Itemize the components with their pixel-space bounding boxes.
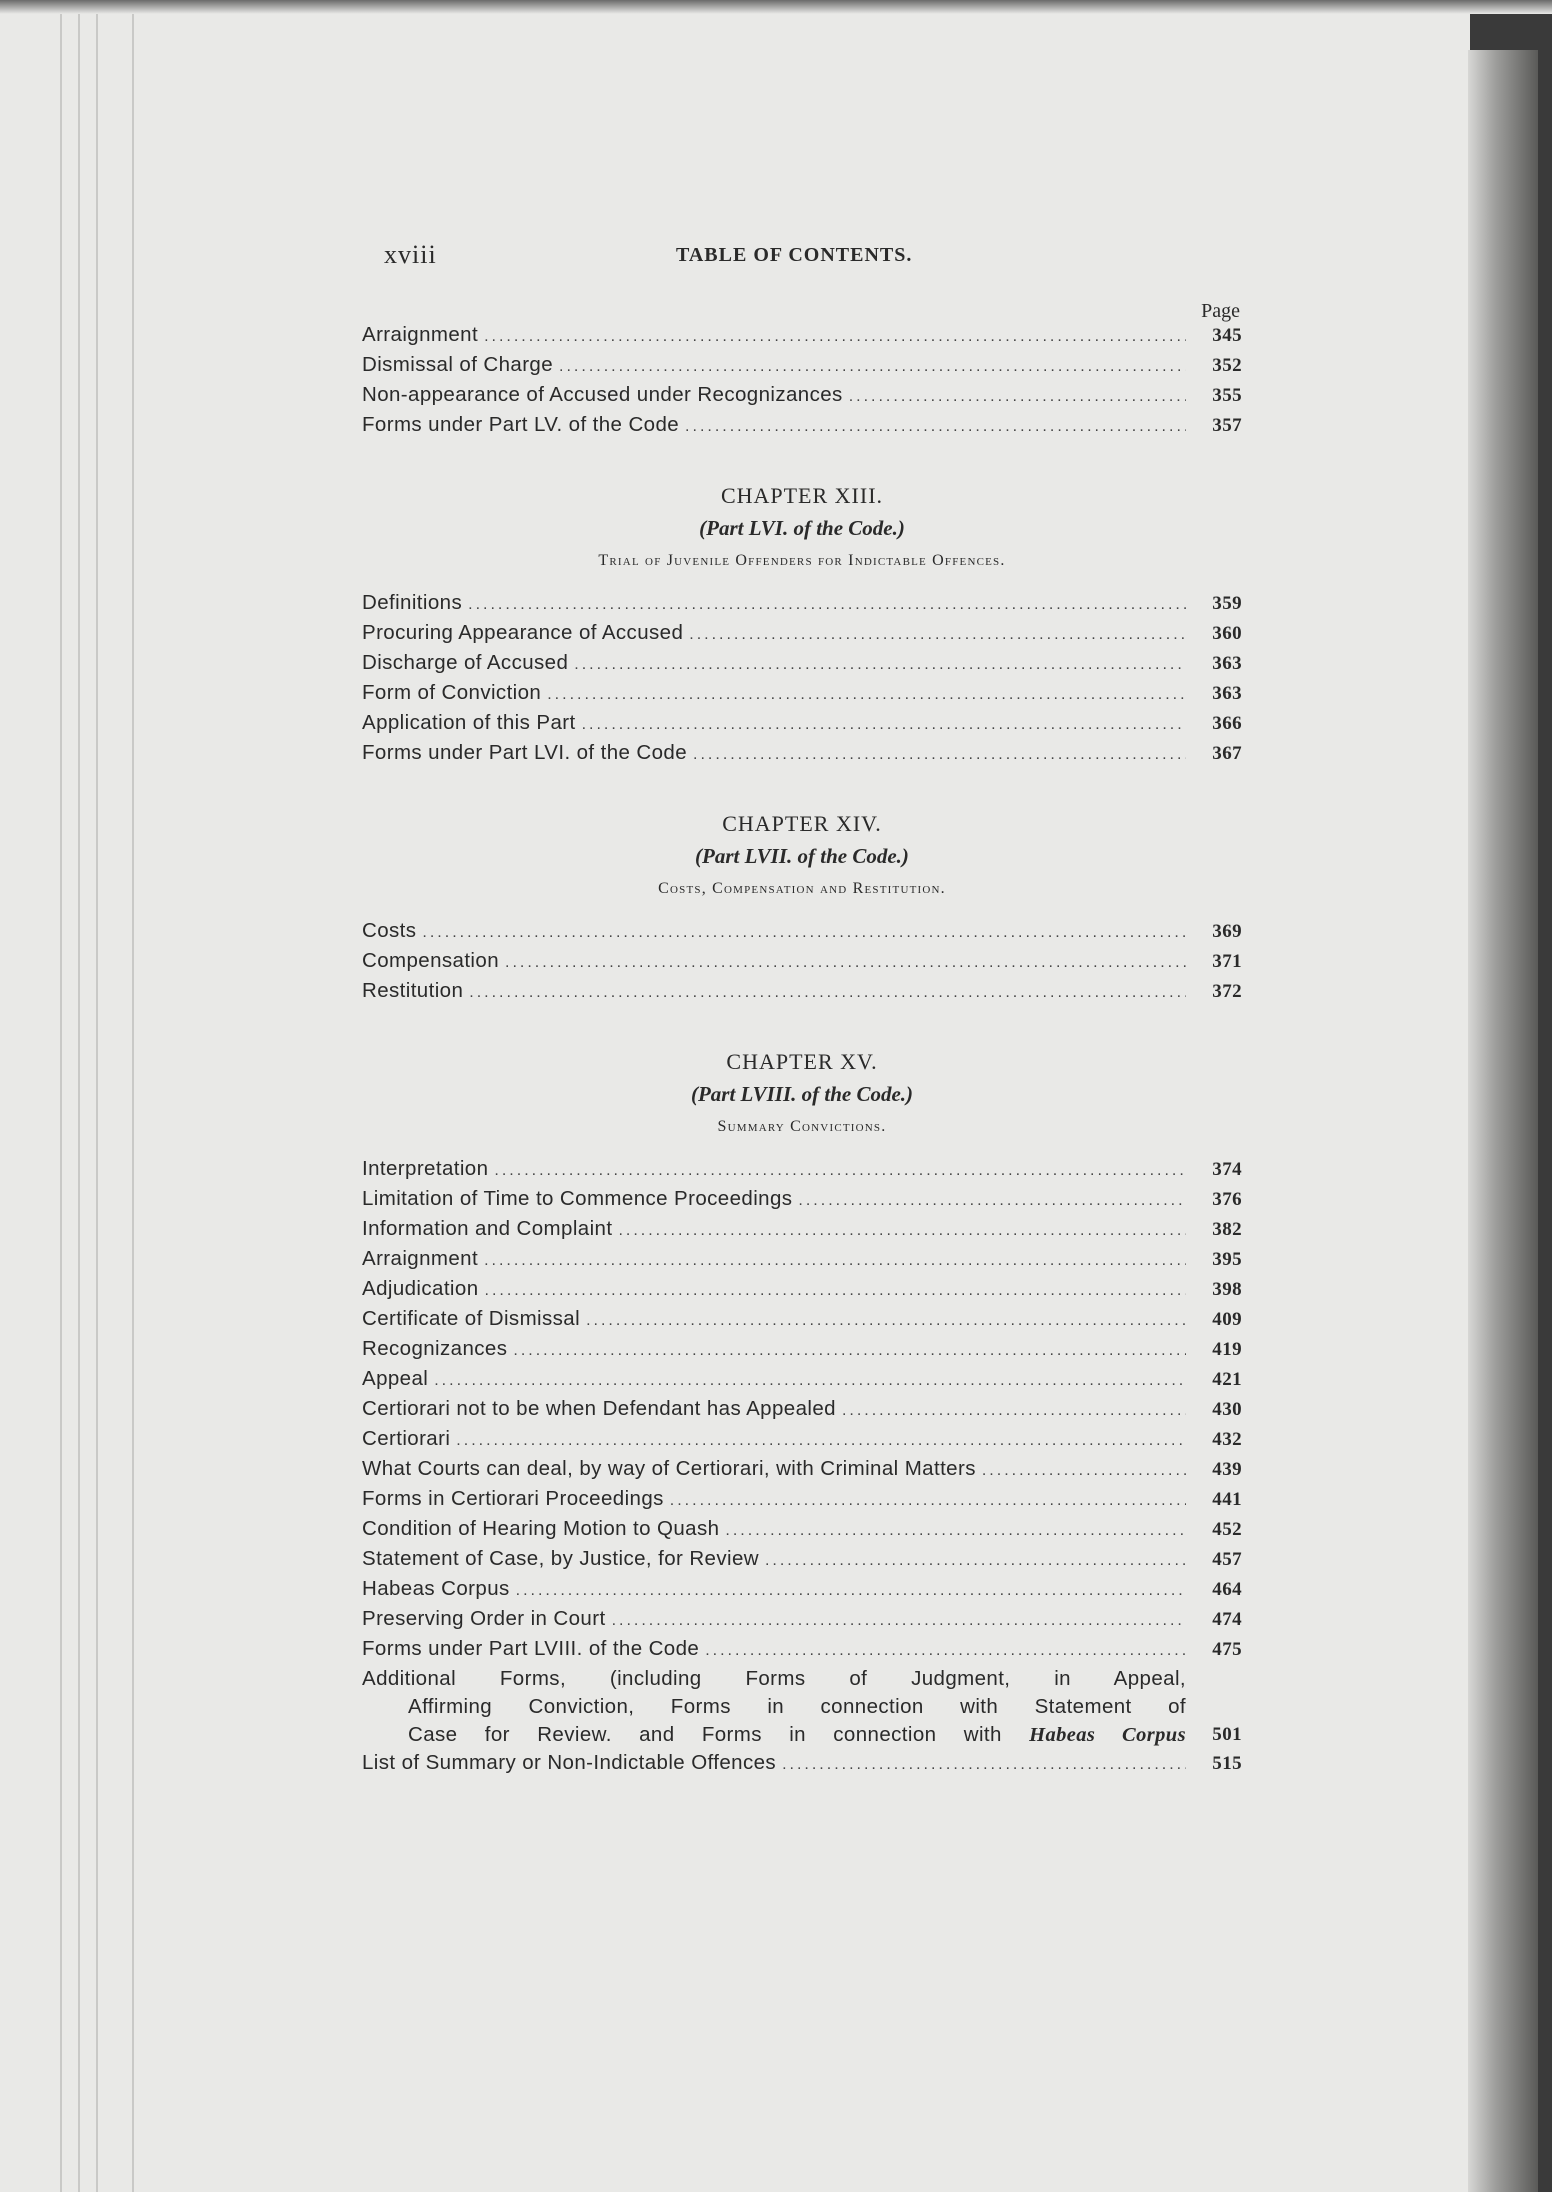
entry-line: Additional Forms, (including Forms of Judgment, in Appeal,: [362, 1667, 1186, 1690]
page-column-label: Page: [1201, 300, 1240, 322]
binding-line: [60, 0, 62, 2192]
toc-entry: What Courts can deal, by way of Certiorari, with Criminal Matters ..... 439: [362, 1455, 1242, 1485]
toc-entry: Form of Conviction ..... 363: [362, 679, 1242, 709]
toc-entry: Certiorari ..... 432: [362, 1425, 1242, 1455]
toc-entry: Condition of Hearing Motion to Quash ..... 452: [362, 1515, 1242, 1545]
toc-entry: Recognizances ..... 419: [362, 1335, 1242, 1365]
chapter-heading: [362, 481, 1242, 577]
toc-entry: Definitions ..... 359: [362, 589, 1242, 619]
chapter-entries: [362, 1155, 1242, 1779]
toc-entry: Compensation ..... 371: [362, 947, 1242, 977]
binding-line: [78, 0, 80, 2192]
toc-entry: Arraignment ..... 395: [362, 1245, 1242, 1275]
entry-line: Affirming Conviction, Forms in connection with Statement of: [408, 1695, 1186, 1718]
toc-entry: Limitation of Time to Commence Proceedings ..... 376: [362, 1185, 1242, 1215]
page-header: [362, 236, 1242, 280]
chapter-subject: Costs, Compensation and Restitution.: [658, 880, 946, 897]
toc-entry: Costs ..... 369: [362, 917, 1242, 947]
toc-entry: Certificate of Dismissal ..... 409: [362, 1305, 1242, 1335]
binding-line: [132, 0, 134, 2192]
toc-entry-multiline: [362, 1665, 1242, 1749]
binding-line: [96, 0, 98, 2192]
toc-entry: Forms under Part LVI. of the Code ..... 367: [362, 739, 1242, 769]
chapter-part: (Part LVII. of the Code.): [695, 844, 909, 868]
chapter-title: CHAPTER XIV.: [722, 811, 882, 836]
chapter-heading: [362, 809, 1242, 905]
entry-page-number: 501: [1212, 1724, 1242, 1745]
chapter-entries: [362, 589, 1242, 769]
toc-entry: Dismissal of Charge ..... 352: [362, 351, 1242, 381]
chapter-subject: Summary Convictions.: [717, 1118, 887, 1135]
intro-entries: [362, 321, 1242, 441]
toc-entry: Restitution ..... 372: [362, 977, 1242, 1007]
toc-entry: Preserving Order in Court ..... 474: [362, 1605, 1242, 1635]
habeas-corpus-italic: Habeas Corpus: [1029, 1724, 1186, 1746]
toc-entry: Interpretation ..... 374: [362, 1155, 1242, 1185]
page-folio: xviii: [384, 240, 437, 269]
entry-line: Case for Review. and Forms in connection with Habeas Corpus: [408, 1723, 1186, 1746]
top-shadow: [0, 0, 1552, 14]
chapter-part: (Part LVI. of the Code.): [699, 516, 905, 540]
toc-entry: Forms under Part LVIII. of the Code ..... 475: [362, 1635, 1242, 1665]
toc-entry: Certiorari not to be when Defendant has Appealed ..... 430: [362, 1395, 1242, 1425]
chapter-title: CHAPTER XV.: [726, 1049, 878, 1074]
toc-entry: List of Summary or Non-Indictable Offences ..... 515: [362, 1749, 1242, 1779]
chapter-title: CHAPTER XIII.: [720, 483, 884, 508]
toc-content: [362, 236, 1242, 1779]
page-edge-shadow: [1468, 50, 1538, 2192]
toc-entry: Discharge of Accused ..... 363: [362, 649, 1242, 679]
toc-entry: Forms in Certiorari Proceedings ..... 441: [362, 1485, 1242, 1515]
toc-entry: Application of this Part ..... 366: [362, 709, 1242, 739]
toc-entry: Arraignment ..... 345: [362, 321, 1242, 351]
toc-entry: Forms under Part LV. of the Code ..... 357: [362, 411, 1242, 441]
chapter-part: (Part LVIII. of the Code.): [690, 1082, 914, 1106]
toc-entry: Non-appearance of Accused under Recognizances ..... 355: [362, 381, 1242, 411]
toc-entry: Habeas Corpus ..... 464: [362, 1575, 1242, 1605]
toc-entry: Information and Complaint ..... 382: [362, 1215, 1242, 1245]
chapter-subject: Trial of Juvenile Offenders for Indictable Offences.: [598, 552, 1006, 569]
toc-entry: Adjudication ..... 398: [362, 1275, 1242, 1305]
running-title: TABLE OF CONTENTS.: [676, 244, 913, 266]
chapter-entries: [362, 917, 1242, 1007]
chapter-heading: [362, 1047, 1242, 1143]
toc-entry: Appeal ..... 421: [362, 1365, 1242, 1395]
toc-entry: Statement of Case, by Justice, for Review ..... 457: [362, 1545, 1242, 1575]
toc-entry: Procuring Appearance of Accused ..... 360: [362, 619, 1242, 649]
